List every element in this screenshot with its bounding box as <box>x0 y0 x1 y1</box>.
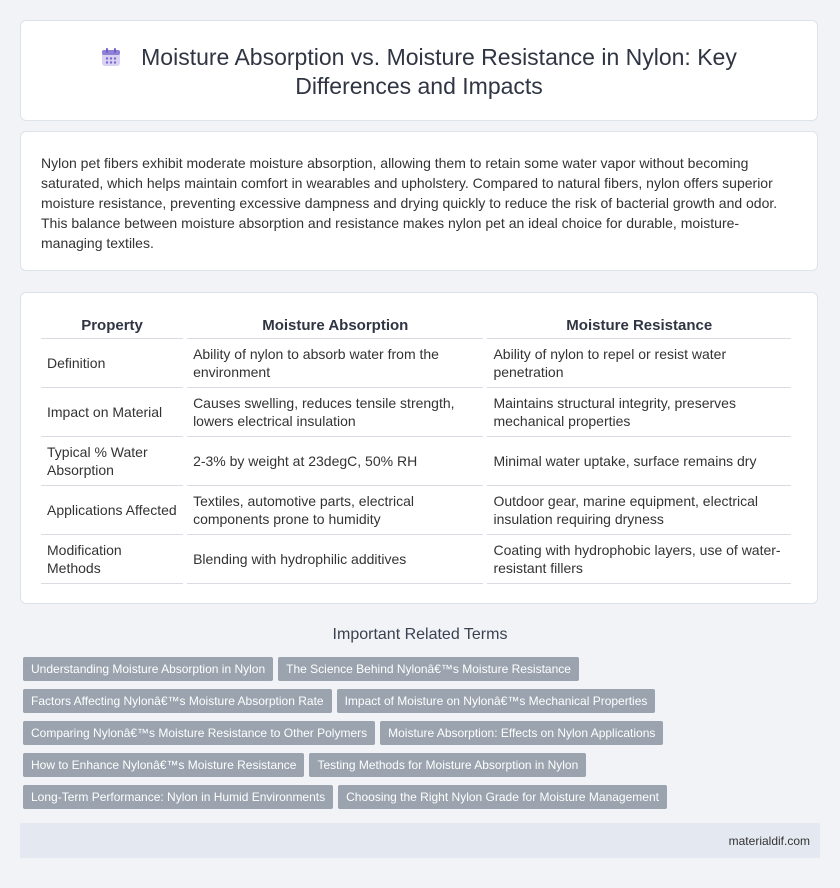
header-moisture-resistance: Moisture Resistance <box>487 315 791 339</box>
tag-row <box>23 657 813 689</box>
related-term-tag[interactable]: Impact of Moisture on Nylonâ€™s Mechanical Properties <box>337 689 656 713</box>
page-title-text: Moisture Absorption vs. Moisture Resistance in Nylon: Key Differences and Impacts <box>141 44 737 99</box>
intro-paragraph: Nylon pet fibers exhibit moderate moisture absorption, allowing them to retain some water vapor without becoming saturated, which helps maintain comfort in wearables and upholstery. Compared to natural fibers, nylon offers superior moisture resistance, preventing excessive dampness and drying quickly to reduce the risk of bacterial growth and odor. This balance between moisture absorption and resistance makes nylon pet an ideal choice for durable, moisture-managing textiles. <box>41 155 778 251</box>
table-cell-property: Applications Affected <box>41 486 183 535</box>
intro-card <box>20 131 818 271</box>
table-row <box>41 339 791 388</box>
table-cell-property: Typical % Water Absorption <box>41 437 183 486</box>
table-cell-resistance: Minimal water uptake, surface remains dry <box>487 437 791 486</box>
tag-row <box>23 753 813 785</box>
table-cell-property: Definition <box>41 339 183 388</box>
table-row <box>41 486 791 535</box>
table-cell-absorption: Blending with hydrophilic additives <box>187 535 483 584</box>
related-terms-list <box>23 657 813 817</box>
related-term-tag[interactable]: Factors Affecting Nylonâ€™s Moisture Absorption Rate <box>23 689 332 713</box>
table-cell-absorption: Causes swelling, reduces tensile strength, lowers electrical insulation <box>187 388 483 437</box>
table-row <box>41 388 791 437</box>
calendar-icon <box>101 47 121 67</box>
header-property: Property <box>41 315 183 339</box>
table-cell-absorption: Textiles, automotive parts, electrical components prone to humidity <box>187 486 483 535</box>
related-term-tag[interactable]: Testing Methods for Moisture Absorption in Nylon <box>309 753 586 777</box>
table-row <box>41 535 791 584</box>
comparison-card <box>20 292 818 604</box>
table-cell-resistance: Ability of nylon to repel or resist water penetration <box>487 339 791 388</box>
footer <box>20 823 820 858</box>
comparison-table <box>37 315 795 584</box>
related-term-tag[interactable]: Comparing Nylonâ€™s Moisture Resistance to Other Polymers <box>23 721 375 745</box>
table-cell-resistance: Maintains structural integrity, preserves mechanical properties <box>487 388 791 437</box>
footer-site[interactable]: materialdif.com <box>728 834 810 848</box>
related-term-tag[interactable]: The Science Behind Nylonâ€™s Moisture Resistance <box>278 657 579 681</box>
table-cell-absorption: Ability of nylon to absorb water from the environment <box>187 339 483 388</box>
tag-row <box>23 689 813 721</box>
table-header-row <box>41 315 791 339</box>
table-cell-resistance: Coating with hydrophobic layers, use of water-resistant fillers <box>487 535 791 584</box>
table-cell-property: Impact on Material <box>41 388 183 437</box>
page-title <box>81 43 757 101</box>
related-term-tag[interactable]: Choosing the Right Nylon Grade for Moisture Management <box>338 785 667 809</box>
table-cell-resistance: Outdoor gear, marine equipment, electrical insulation requiring dryness <box>487 486 791 535</box>
tag-row <box>23 721 813 753</box>
tag-row <box>23 785 813 817</box>
header-card <box>20 20 818 121</box>
table-cell-absorption: 2-3% by weight at 23degC, 50% RH <box>187 437 483 486</box>
related-term-tag[interactable]: Long-Term Performance: Nylon in Humid Environments <box>23 785 333 809</box>
table-cell-property: Modification Methods <box>41 535 183 584</box>
related-term-tag[interactable]: Understanding Moisture Absorption in Nylon <box>23 657 273 681</box>
title-wrap <box>21 43 817 101</box>
related-term-tag[interactable]: Moisture Absorption: Effects on Nylon Applications <box>380 721 663 745</box>
related-terms-title: Important Related Terms <box>332 626 508 643</box>
related-term-tag[interactable]: How to Enhance Nylonâ€™s Moisture Resistance <box>23 753 304 777</box>
header-moisture-absorption: Moisture Absorption <box>187 315 483 339</box>
table-row <box>41 437 791 486</box>
